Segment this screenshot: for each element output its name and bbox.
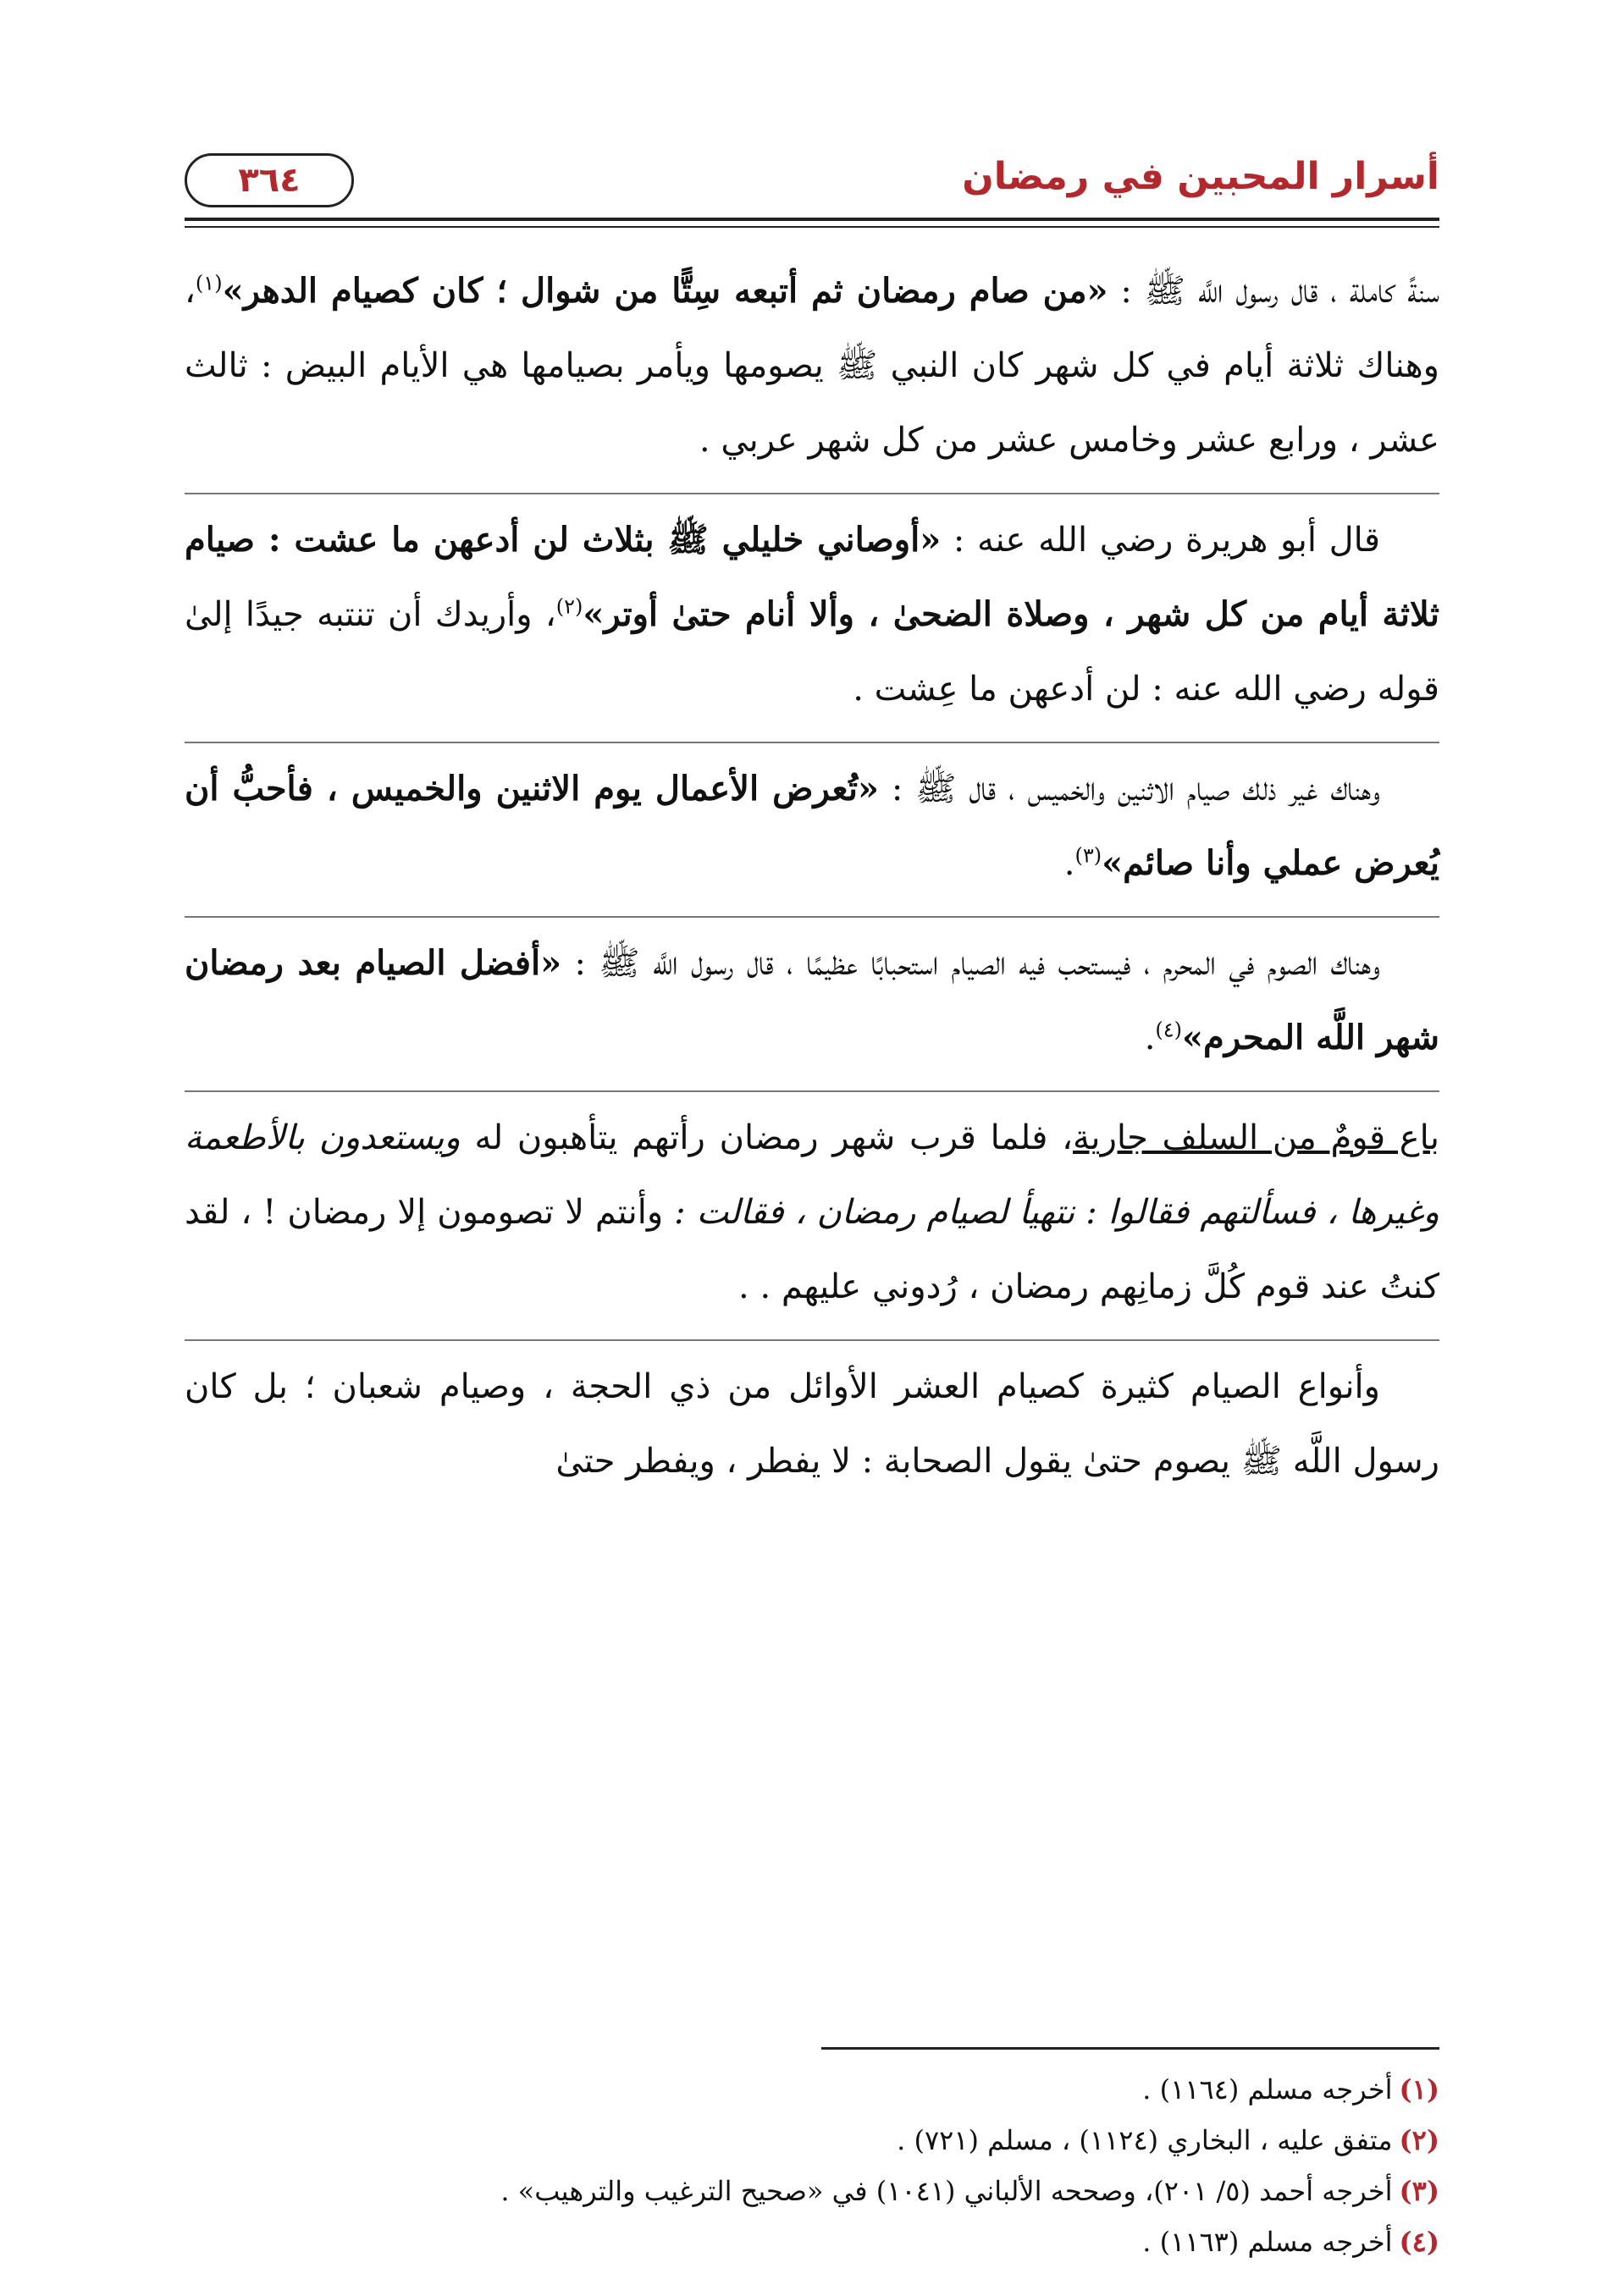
footnote-4-number: (٤) xyxy=(1399,2226,1439,2258)
footnote-4-text: أخرجه مسلم (١١٦٣) . xyxy=(1142,2226,1393,2258)
footnote-2-number: (٢) xyxy=(1399,2124,1439,2156)
footnote-ref-1[interactable]: (١) xyxy=(195,271,223,295)
p1-text-a: سنةً كاملة ، قال رسول اللَّه ﷺ : xyxy=(1108,272,1439,311)
footnote-separator xyxy=(821,2047,1439,2050)
p2-text-a: قال أبو هريرة رضي الله عنه : xyxy=(941,521,1380,560)
p2-hadith: «أوصاني خليلي ﷺ بثلاث لن أدعهن ما عشت : صيام ثلاثة أيام من كل شهر ، وصلاة الضحىٰ ، وألا أنام حتىٰ أوتر» xyxy=(185,520,1440,634)
p4-hadith: «أفضل الصيام بعد رمضان شهر اللَّه المحرم» xyxy=(185,943,1439,1057)
p3-text-c: . xyxy=(1063,844,1075,883)
footnote-3-text: أخرجه أحمد (٥/ ٢٠١)، وصححه الألباني (١٠٤١) في «صحيح الترغيب والترهيب» . xyxy=(500,2175,1393,2207)
p3-text-a: وهناك غير ذلك صيام الاثنين والخميس ، قال ﷺ : xyxy=(879,770,1381,809)
paragraph-4 xyxy=(185,916,1439,1075)
footnote-2 xyxy=(185,2117,1439,2164)
footnote-1 xyxy=(185,2066,1439,2113)
footnotes xyxy=(185,2066,1439,2269)
paragraph-5 xyxy=(185,1090,1439,1324)
header-rule-thick xyxy=(185,218,1439,221)
footnote-4 xyxy=(185,2218,1439,2266)
footnote-3 xyxy=(185,2167,1439,2215)
footnote-1-text: أخرجه مسلم (١١٦٤) . xyxy=(1142,2073,1393,2106)
p6-text: وأنواع الصيام كثيرة كصيام العشر الأوائل من ذي الحجة ، وصيام شعبان ؛ بل كان رسول اللَّه ﷺ يصوم حتىٰ يقول الصحابة : لا يفطر ، ويفطر حتىٰ xyxy=(185,1367,1439,1481)
header-rule-thin xyxy=(185,226,1439,228)
footnote-ref-2[interactable]: (٢) xyxy=(555,594,583,619)
p1-hadith: «من صام رمضان ثم أتبعه سِتًّا من شوال ؛ كان كصيام الدهر» xyxy=(222,271,1108,311)
p4-text-a: وهناك الصوم في المحرم ، فيستحب فيه الصيام استحبابًا عظيمًا ، قال رسول اللَّه ﷺ : xyxy=(561,944,1381,983)
paragraph-3 xyxy=(185,742,1439,901)
p5-text-b: وأنتم لا تصومون إلا رمضان ! ، لقد كنتُ عند قوم كُلَّ زمانِهم رمضان ، رُدوني عليهم . . xyxy=(185,1193,1439,1306)
book-title: أسرار المحبين في رمضان xyxy=(962,155,1439,198)
footnote-ref-4[interactable]: (٤) xyxy=(1155,1018,1183,1042)
p3-hadith: «تُعرض الأعمال يوم الاثنين والخميس ، فأحبُّ أن يُعرض عملي وأنا صائم» xyxy=(185,769,1439,883)
p4-text-c: . xyxy=(1144,1018,1156,1057)
footnote-ref-3[interactable]: (٣) xyxy=(1074,843,1102,868)
p2-text-c: ، وأريدك أن تنتبه جيدًا إلىٰ قوله رضي الله عنه : لن أدعهن ما عِشت . xyxy=(185,595,1439,709)
paragraph-2 xyxy=(185,493,1439,726)
paragraph-6 xyxy=(185,1339,1439,1498)
page-header xyxy=(185,148,1439,224)
footnote-3-number: (٣) xyxy=(1399,2175,1439,2207)
p5-text-a: ، فلما قرب شهر رمضان رأتهم يتأهبون له xyxy=(460,1118,1073,1157)
page-number: ٣٦٤ xyxy=(185,153,354,207)
footnote-1-number: (١) xyxy=(1399,2073,1439,2106)
p5-italic: ويستعدون بالأطعمة وغيرها ، فسألتهم فقالوا : نتهيأ لصيام رمضان ، فقالت : xyxy=(185,1118,1439,1232)
paragraph-1 xyxy=(185,254,1439,477)
p1-text-c: ، وهناك ثلاثة أيام في كل شهر كان النبي ﷺ يصومها ويأمر بصيامها هي الأيام البيض : ثالث عشر ، ورابع عشر وخامس عشر من كل شهر عربي . xyxy=(185,272,1439,460)
footnote-2-text: متفق عليه ، البخاري (١١٢٤) ، مسلم (٧٢١) . xyxy=(897,2124,1393,2156)
p5-underlined: باع قومٌ من السلف جارية xyxy=(1072,1118,1439,1157)
body-text xyxy=(185,254,1439,1514)
